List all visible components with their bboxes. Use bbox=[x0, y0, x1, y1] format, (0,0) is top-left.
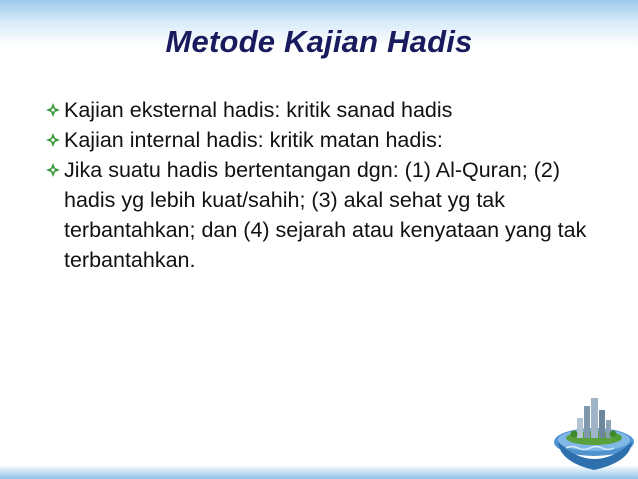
bullet-text: Kajian eksternal hadis: kritik sanad hadis bbox=[64, 98, 453, 122]
footer-band bbox=[0, 465, 638, 479]
diamond-bullet-icon bbox=[46, 155, 64, 185]
bullet-text: Kajian internal hadis: kritik matan hadis: bbox=[64, 128, 443, 152]
city-globe-icon bbox=[544, 384, 638, 474]
slide-title: Metode Kajian Hadis bbox=[165, 24, 473, 59]
bullet-list bbox=[46, 95, 606, 275]
bullet-item bbox=[46, 125, 606, 155]
bullet-text: Jika suatu hadis bertentangan dgn: (1) Al-Quran; (2) hadis yg lebih kuat/sahih; (3) akal sehat yg tak terbantahkan; dan (4) sejarah atau kenyataan yang tak terbantahkan. bbox=[64, 158, 587, 272]
bullet-item bbox=[46, 95, 606, 125]
diamond-bullet-icon bbox=[46, 95, 64, 125]
bullet-item bbox=[46, 155, 606, 275]
diamond-bullet-icon bbox=[46, 125, 64, 155]
